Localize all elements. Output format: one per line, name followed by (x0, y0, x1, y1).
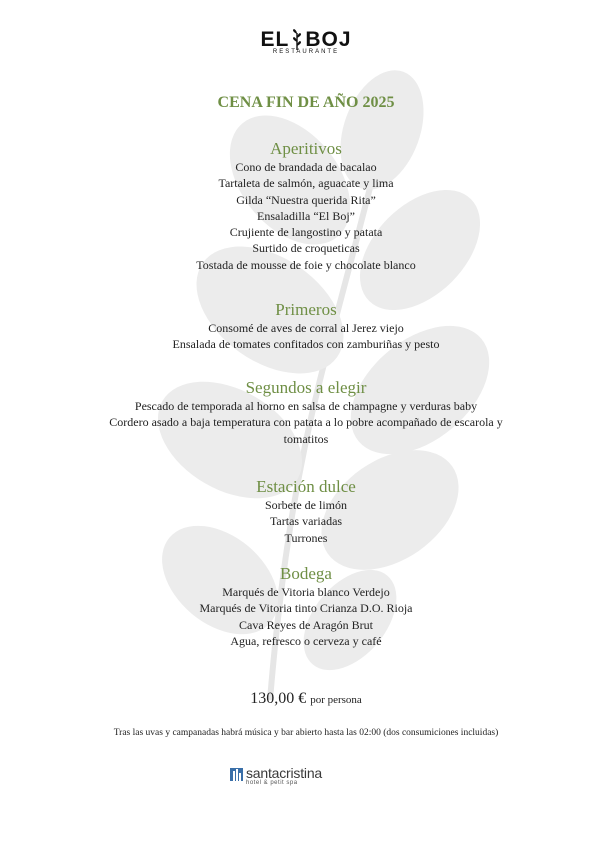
logo-text-left: EL (260, 28, 290, 51)
section-title: Segundos a elegir (245, 378, 367, 397)
menu-item: Ensaladilla “El Boj” (257, 208, 355, 223)
menu-item: Cono de brandada de bacalao (235, 160, 377, 174)
leaf-icon (290, 29, 304, 51)
menu-item: Cordero asado a baja temperatura con patata a lo pobre acompañado de escarola y (109, 415, 503, 430)
section-title: Primeros (275, 300, 337, 319)
price-per: por persona (310, 694, 362, 706)
menu-item: Surtido de croqueticas (252, 241, 360, 256)
menu-item: Pescado de temporada al horno en salsa de champagne y verduras baby (134, 399, 478, 413)
section-title: Estación dulce (256, 477, 356, 496)
hotel-subtitle: hotel & petit spa (246, 780, 298, 786)
logo-subtitle: RESTAURANTE (272, 49, 340, 55)
menu-item: Crujiente de langostino y patata (229, 225, 383, 240)
logo-text-right: BOJ (305, 28, 352, 51)
footer-note: Tras las uvas y campanadas habrá música y bar abierto hasta las 02:00 (dos consumiciones incluidas) (113, 728, 499, 738)
menu-item: Tartas variadas (269, 514, 343, 529)
section-title: Aperitivos (270, 139, 342, 158)
section-primeros (0, 300, 612, 353)
menu-item: tomatitos (283, 431, 329, 446)
price (0, 690, 612, 708)
section-estacion-dulce (0, 477, 612, 546)
menu-item: Gilda “Nuestra querida Rita” (236, 192, 376, 207)
menu-item: Cava Reyes de Aragón Brut (239, 617, 373, 632)
menu-item: Marqués de Vitoria tinto Crianza D.O. Rioja (199, 601, 413, 616)
section-segundos (0, 378, 612, 447)
section-bodega (0, 564, 612, 649)
menu-item: Sorbete de limón (265, 498, 347, 512)
menu-item: Turrones (284, 530, 328, 545)
menu-item: Tostada de mousse de foie y chocolate blanco (196, 257, 416, 272)
section-aperitivos (0, 139, 612, 273)
menu-item: Agua, refresco o cerveza y café (230, 633, 382, 648)
menu-item: Ensalada de tomates confitados con zamburiñas y pesto (172, 337, 440, 352)
building-icon (230, 768, 243, 781)
menu-item: Consomé de aves de corral al Jerez viejo (208, 321, 404, 335)
section-title: Bodega (280, 564, 332, 583)
menu-item: Marqués de Vitoria blanco Verdejo (222, 585, 390, 599)
restaurant-logo (0, 28, 612, 55)
price-amount: 130,00 € (250, 690, 307, 707)
menu-title: CENA FIN DE AÑO 2025 (217, 94, 395, 111)
hotel-name: santacristina (246, 765, 322, 781)
menu-item: Tartaleta de salmón, aguacate y lima (218, 176, 394, 191)
hotel-logo (230, 766, 322, 786)
